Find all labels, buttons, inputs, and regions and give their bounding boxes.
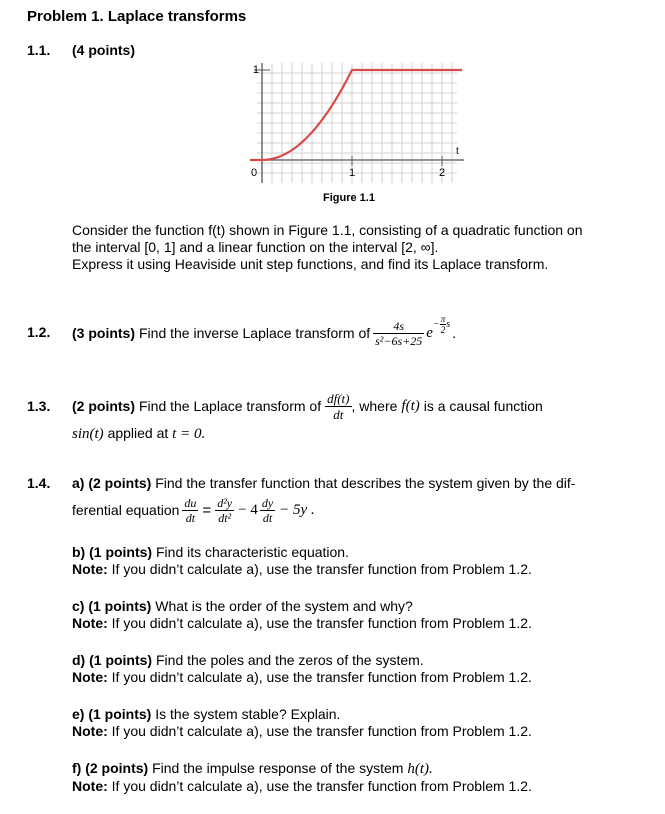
q14b <box>72 544 532 578</box>
q12-exponent <box>433 314 450 335</box>
x-tick-0: 0 <box>250 167 258 179</box>
q14f-ht: h(t). <box>407 761 433 777</box>
dy-dt-fraction <box>260 496 275 525</box>
q13-line <box>72 384 543 428</box>
q12-frac-num: 4s <box>373 319 424 334</box>
x-tick-2: 2 <box>438 167 446 179</box>
q14e <box>72 706 532 740</box>
q13-points: (2 points) <box>72 397 135 414</box>
q13-sin: sin(t) <box>72 426 104 442</box>
q14a-text: Find the transfer function that describes the system given by the dif- <box>155 475 576 491</box>
q11-number: 1.1. <box>27 42 51 58</box>
q14a-line2-text: ferential equation <box>72 501 180 518</box>
q14e-note-label: Note: <box>72 723 108 739</box>
du-den: dt <box>185 510 196 525</box>
q11-text-line: the interval [0, 1] and a linear function on the interval [2, ∞]. <box>72 239 439 255</box>
y-tick-1: 1 <box>252 64 259 76</box>
q11-text-line: Consider the function f(t) shown in Figure 1.1, consisting of a quadratic function on <box>72 222 583 238</box>
q14f-note-text: If you didn’t calculate a), use the transfer function from Problem 1.2. <box>111 778 532 794</box>
q14a-label: a) (2 points) <box>72 475 152 491</box>
q13-frac-num: df(t) <box>327 390 350 406</box>
q14a-line2 <box>72 490 315 530</box>
q14c-note-label: Note: <box>72 615 108 631</box>
dy-den: dt <box>262 510 273 525</box>
q12-exp-num: π <box>440 313 446 324</box>
q14b-note-label: Note: <box>72 561 108 577</box>
q14e-text: Is the system stable? Explain. <box>155 706 341 722</box>
d2y-num: d²y <box>217 495 233 510</box>
q14f-label: f) (2 points) <box>72 760 149 776</box>
q14-number: 1.4. <box>27 475 51 491</box>
q13-frac-den: dt <box>333 406 344 422</box>
q14d <box>72 652 532 686</box>
q13-fraction <box>325 391 351 422</box>
q14c-label: c) (1 points) <box>72 598 152 614</box>
q12-number: 1.2. <box>27 324 51 340</box>
q13-ft: f(t) <box>401 397 420 414</box>
q12-exp-sign: − <box>432 318 440 330</box>
q11-text <box>72 222 642 273</box>
figure-1-1 <box>232 58 472 190</box>
q12-line <box>72 310 456 356</box>
q12-exp-var: s <box>446 318 451 330</box>
q11-points: (4 points) <box>72 42 135 58</box>
q12-end: . <box>452 324 456 341</box>
du-num: du <box>184 495 197 510</box>
dy-num: dy <box>261 495 274 510</box>
q14d-label: d) (1 points) <box>72 652 153 668</box>
x-tick-1: 1 <box>348 167 356 179</box>
q14c-note-text: If you didn’t calculate a), use the transfer function from Problem 1.2. <box>111 615 532 631</box>
q14d-note-text: If you didn’t calculate a), use the transfer function from Problem 1.2. <box>111 669 532 685</box>
q14c-text: What is the order of the system and why? <box>155 598 413 614</box>
du-dt-fraction <box>182 496 198 525</box>
q14b-note-text: If you didn’t calculate a), use the transfer function from Problem 1.2. <box>111 561 532 577</box>
q14e-label: e) (1 points) <box>72 706 152 722</box>
q12-exp-base: e <box>426 324 433 341</box>
q14d-text: Find the poles and the zeros of the system. <box>156 652 424 668</box>
q14f-note-label: Note: <box>72 778 108 794</box>
q13-applied: applied at <box>107 425 169 441</box>
q14f <box>72 760 532 795</box>
q12-fraction <box>373 319 424 348</box>
q14c <box>72 598 532 632</box>
q12-points: (3 points) <box>72 324 135 341</box>
q13-line2 <box>72 425 205 443</box>
q12-frac-den: s²−6s+25 <box>375 333 423 348</box>
q14d-note-label: Note: <box>72 669 108 685</box>
problem-title: Problem 1. Laplace transforms <box>27 8 247 25</box>
t-axis-label: t <box>456 146 459 157</box>
q14e-note-text: If you didn’t calculate a), use the transfer function from Problem 1.2. <box>111 723 532 739</box>
eq-sign: = <box>202 501 212 519</box>
q13-number: 1.3. <box>27 398 51 414</box>
q11-text-line: Express it using Heaviside unit step functions, and find its Laplace transform. <box>72 256 549 272</box>
minus-4: − 4 <box>238 501 258 518</box>
minus-5y: − 5y . <box>279 501 315 518</box>
q12-exp-den: 2 <box>440 324 446 335</box>
d2y-den: dt² <box>218 510 232 525</box>
q14f-text: Find the impulse response of the system <box>152 760 404 776</box>
q13-after2: is a causal function <box>423 397 543 414</box>
q13-t0: t = 0. <box>172 426 206 442</box>
d2y-dt2-fraction <box>215 496 234 525</box>
figure-grid <box>257 63 457 183</box>
q13-text: Find the Laplace transform of <box>139 397 322 414</box>
q14b-text: Find its characteristic equation. <box>156 544 349 560</box>
q14b-label: b) (1 points) <box>72 544 153 560</box>
q13-after: , where <box>351 397 398 414</box>
q12-text: Find the inverse Laplace transform of <box>139 324 371 341</box>
figure-caption: Figure 1.1 <box>323 192 375 204</box>
